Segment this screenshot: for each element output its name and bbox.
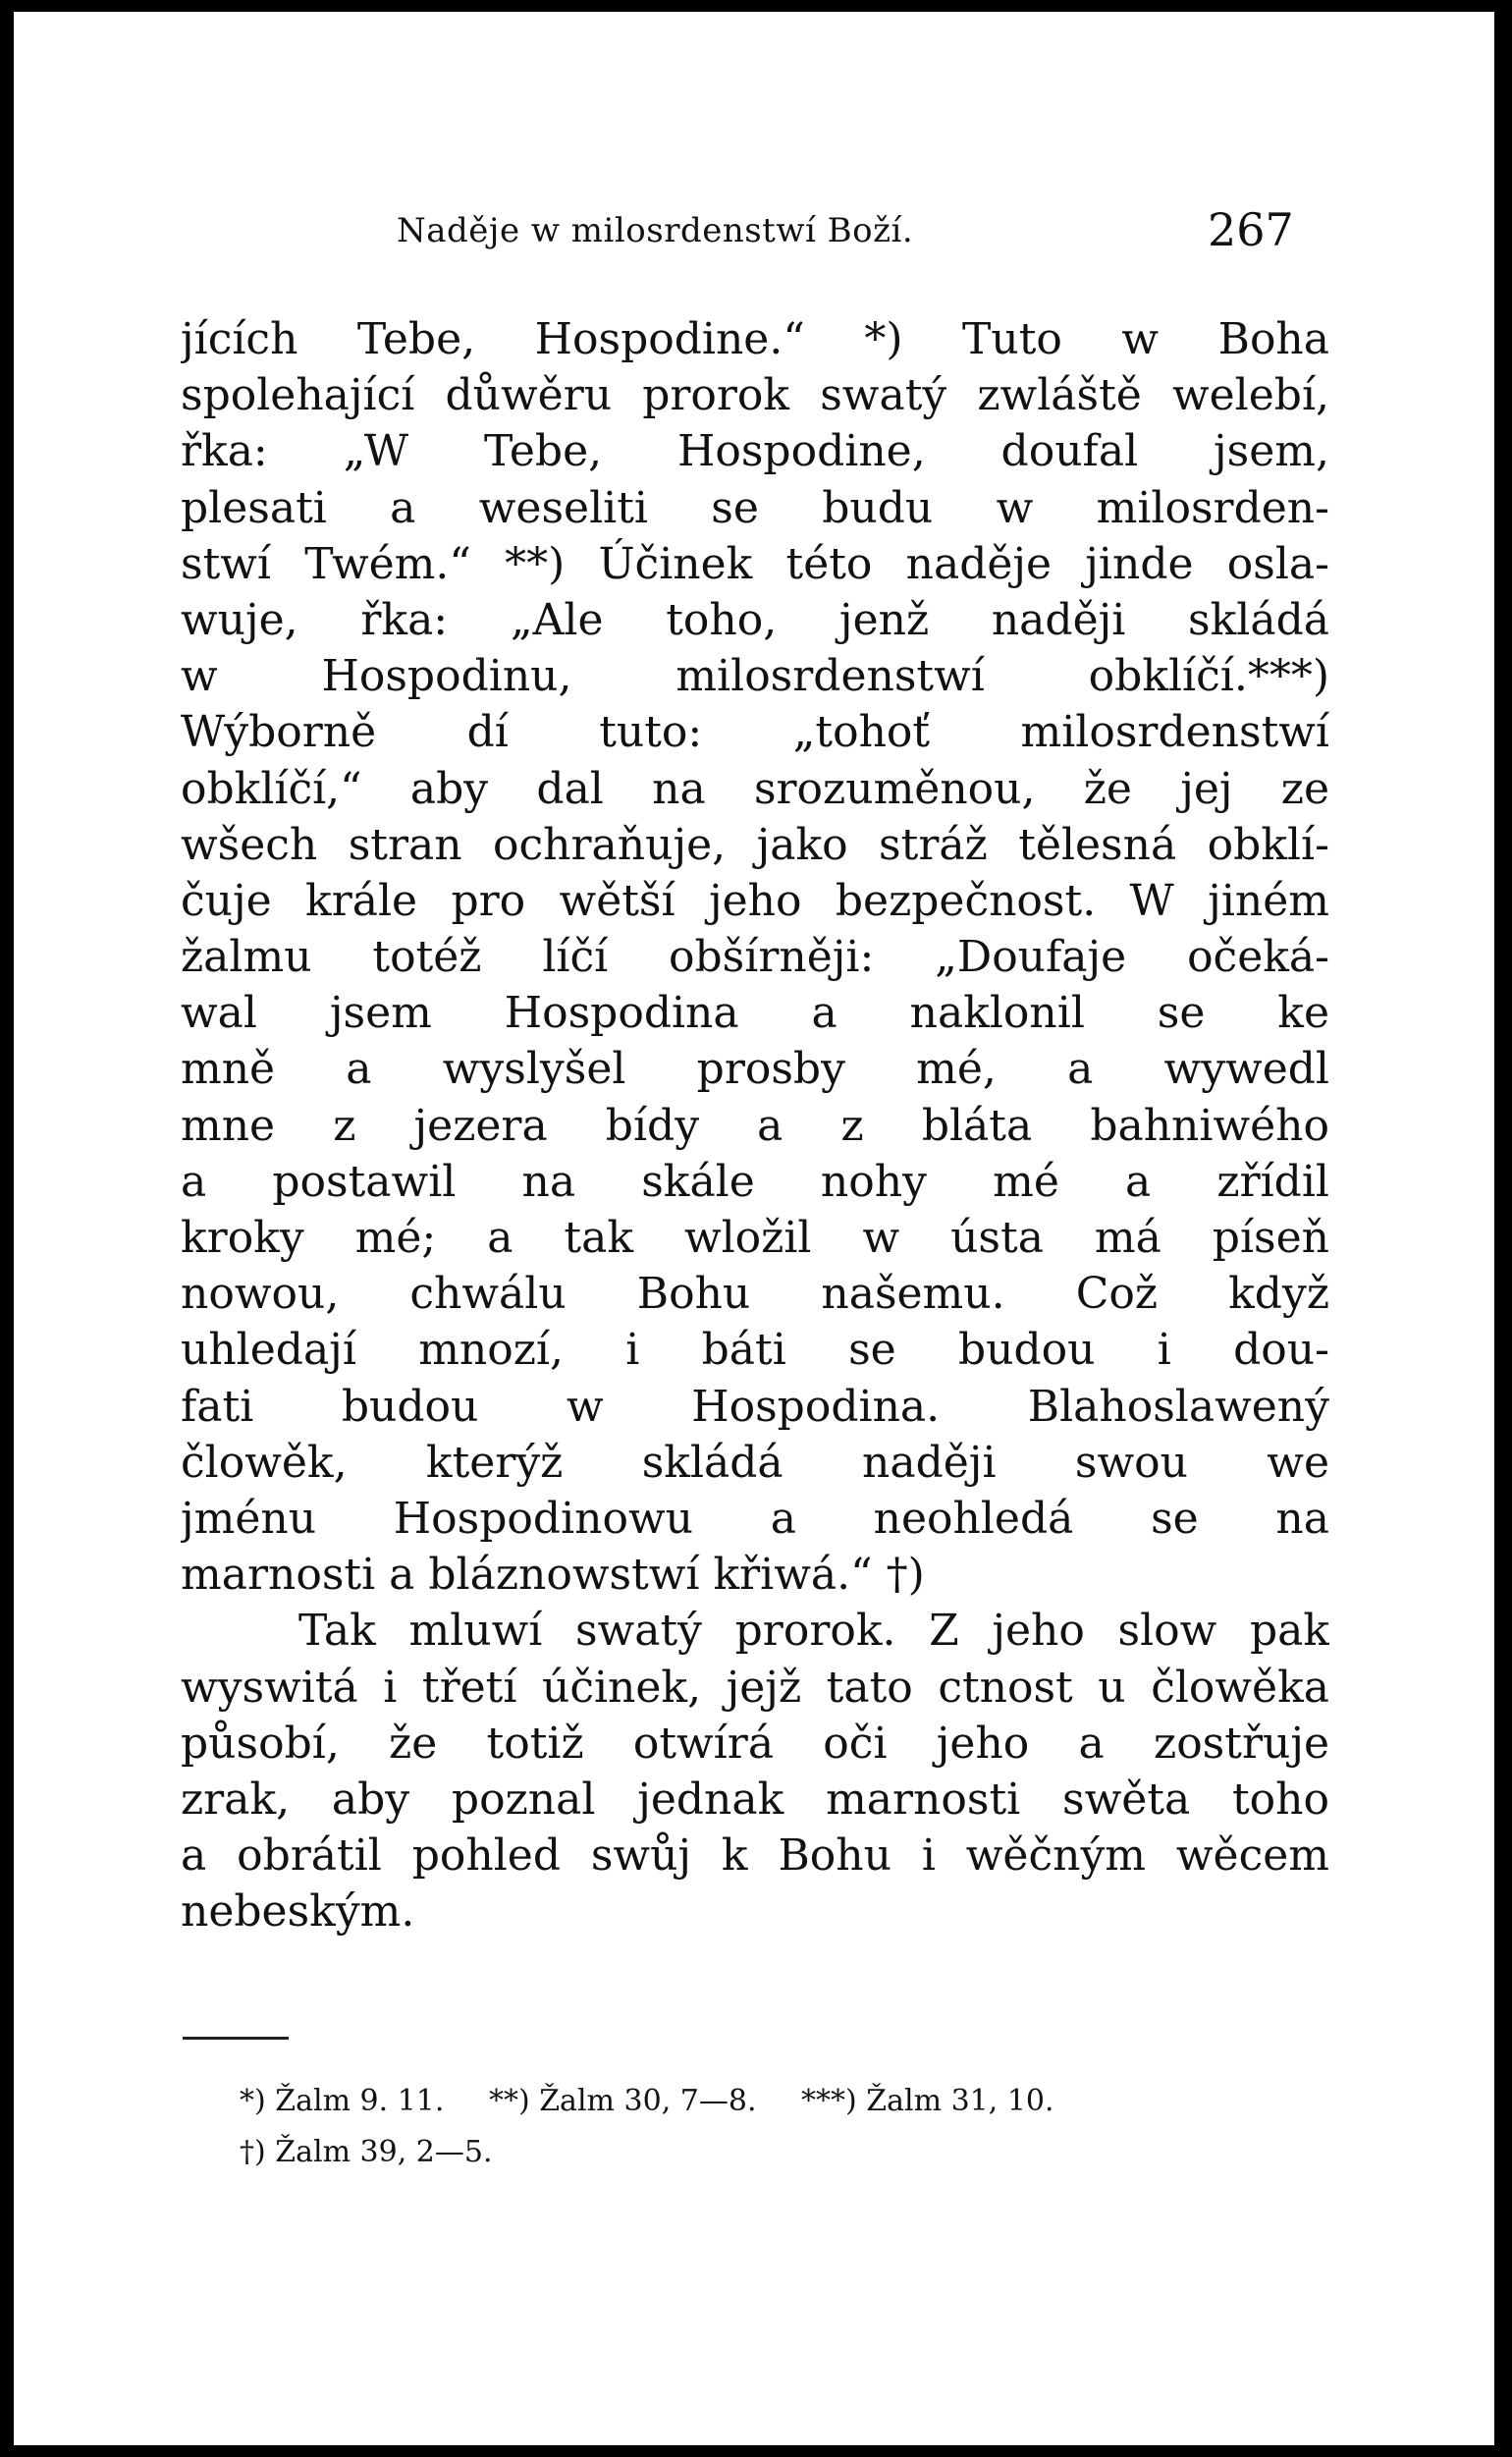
text-line: plesati a weseliti se budu w milosrden- xyxy=(181,482,1329,533)
running-title: Naděje w milosrdenstwí Boží. xyxy=(397,211,914,250)
text-line: řka: „W Tebe, Hospodine, doufal jsem, xyxy=(181,426,1329,477)
body-text xyxy=(181,311,1329,1939)
footnote: **) Žalm 30, 7—8. xyxy=(488,2084,757,2118)
footnote-line xyxy=(240,2127,1320,2178)
footnote-divider xyxy=(183,2037,289,2040)
text-line: a obrátil pohled swůj k Bohu i wěčným wěcem xyxy=(181,1830,1329,1882)
text-line: wyswitá i třetí účinek, jejž tato ctnost u člowěka xyxy=(181,1662,1329,1713)
footnote: *) Žalm 9. 11. xyxy=(240,2084,445,2118)
text-line: člowěk, kterýž skládá naději swou we xyxy=(181,1437,1329,1488)
text-line: obklíčí,“ aby dal na srozuměnou, že jej ze xyxy=(181,763,1329,814)
footnotes xyxy=(240,2076,1320,2178)
page-number: 267 xyxy=(1208,203,1294,256)
text-line: nebeským. xyxy=(181,1886,415,1938)
running-head xyxy=(14,203,1494,262)
text-line: wal jsem Hospodina a naklonil se ke xyxy=(181,988,1329,1039)
footnote: ***) Žalm 31, 10. xyxy=(801,2084,1054,2118)
text-line: čuje krále pro wětší jeho bezpečnost. W jiném xyxy=(181,875,1329,926)
footnote: †) Žalm 39, 2—5. xyxy=(240,2135,493,2169)
text-line: zrak, aby poznal jednak marnosti swěta toho xyxy=(181,1774,1329,1825)
text-line: Wýborně dí tuto: „tohoť milosrdenstwí xyxy=(181,707,1329,758)
text-line: fati budou w Hospodina. Blahoslawený xyxy=(181,1381,1329,1432)
text-line: Tak mluwí swatý prorok. Z jeho slow pak xyxy=(298,1606,1329,1657)
text-line: kroky mé; a tak wložil w ústa má píseň xyxy=(181,1213,1329,1263)
text-line: wšech stran ochraňuje, jako stráž tělesná obklí- xyxy=(181,819,1329,870)
text-line: mně a wyslyšel prosby mé, a wywedl xyxy=(181,1044,1329,1095)
text-line: spolehající důwěru prorok swatý zwláště welebí, xyxy=(181,370,1329,421)
text-line: w Hospodinu, milosrdenstwí obklíčí.***) xyxy=(181,651,1329,702)
text-line: žalmu totéž líčí obšírněji: „Doufaje očeká- xyxy=(181,932,1329,983)
footnote-line xyxy=(240,2076,1320,2127)
text-line: stwí Twém.“ **) Účinek této naděje jinde osla- xyxy=(181,538,1329,589)
text-line: nowou, chwálu Bohu našemu. Což když xyxy=(181,1269,1329,1320)
text-line: a postawil na skále nohy mé a zřídil xyxy=(181,1156,1329,1207)
text-line: wuje, řka: „Ale toho, jenž naději skládá xyxy=(181,594,1329,645)
text-line: uhledají mnozí, i báti se budou i dou- xyxy=(181,1325,1329,1376)
text-line: mne z jezera bídy a z bláta bahniwého xyxy=(181,1100,1329,1151)
book-page xyxy=(14,12,1494,2445)
text-line: jménu Hospodinowu a neohledá se na xyxy=(181,1493,1329,1544)
text-line: marnosti a bláznowstwí křiwá.“ †) xyxy=(181,1550,925,1601)
text-line: působí, že totiž otwírá oči jeho a zostřuje xyxy=(181,1718,1329,1769)
text-line: jících Tebe, Hospodine.“ *) Tuto w Boha xyxy=(181,314,1329,364)
